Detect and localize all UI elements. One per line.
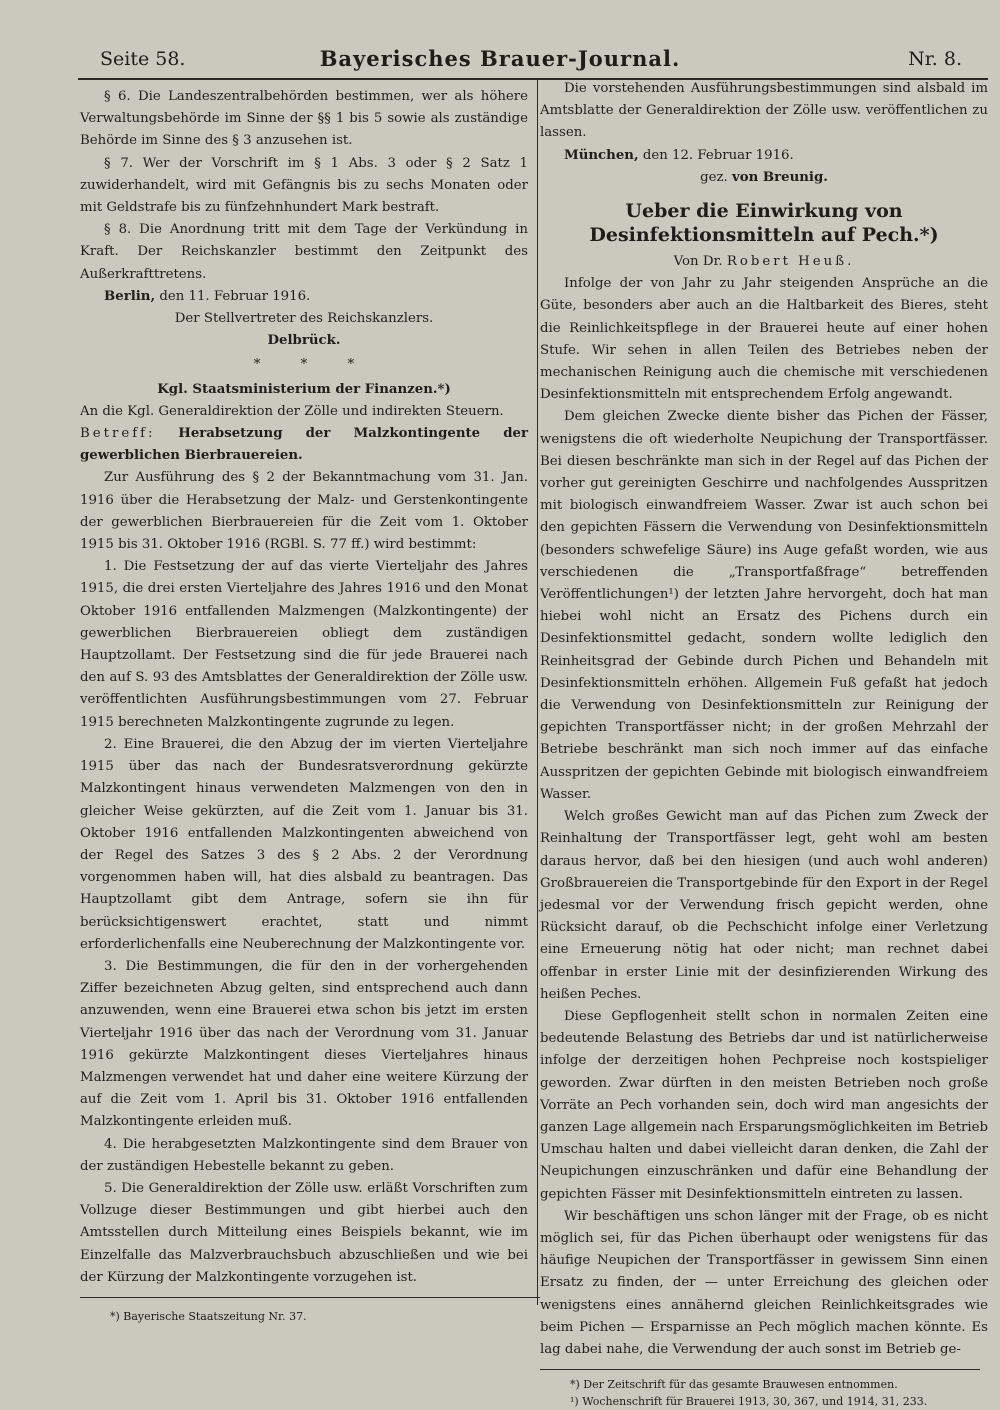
- dateline-place: München,: [564, 147, 639, 163]
- left-column: [80, 86, 528, 1325]
- dateline-muenchen: [540, 145, 988, 167]
- subject-line: [80, 423, 528, 467]
- signature-breunig: von Breunig.: [731, 169, 828, 185]
- footnote-source: *) Der Zeitschrift für das gesamte Brauwesen entnommen.: [570, 1378, 898, 1392]
- decree-intro: Zur Ausführung des § 2 der Bekanntmachung vom 31. Jan. 1916 über die Herabsetzung der Malz- und Gerstenkontingente der gewerblichen Bierbrauereien für die Zeit vom 1. Oktober 1915 bis 31. Oktober 1916 (RGBl. S. 77 ff.) wird bestimmt:: [80, 470, 528, 553]
- footnote-left: *) Bayerische Staatszeitung Nr. 37.: [110, 1309, 307, 1323]
- footnote-rule: [540, 1369, 980, 1370]
- footnote-rule: [80, 1297, 540, 1298]
- journal-title: Bayerisches Brauer-Journal.: [319, 46, 681, 71]
- column-divider: [537, 78, 538, 1305]
- article-paragraph-1: Infolge der von Jahr zu Jahr steigenden Ansprüche an die Güte, besonders aber auch an die Haltbarkeit des Bieres, steht die Reinlichkeitspflege in der Brauerei heute auf einer hohen Stufe. Wir sehen in allen Teilen des Betriebes neben der mechanischen Reinigung auch die chemische mit verschiedenen Desinfektionsmitteln mit entsprechendem Erfolg angewandt.: [540, 276, 988, 403]
- article-paragraph-2: Dem gleichen Zwecke diente bisher das Pichen der Fässer, wenigstens die oft wiederholte Neupichung der Transportfässer. Bei diesen beschränkte man sich in der Regel auf das Pichen der vorher gut gereinigten Geschirre und nachfolgendes Ausspritzen mit biologisch einwandfreiem Wasser. Zwar ist auch schon bei den gepichten Fässern die Verwendung von Desinfektionsmitteln (besonders schwefelige Säure) ins Auge gefaßt worden, wie aus verschiedenen die „Transportfaßfrage“ betreffenden Veröffentlichungen¹) der letzten Jahre hervorgeht, doch hat man hiebei wohl nicht an Ersatz des Pichens durch ein Desinfektionsmittel gedacht, sondern wollte lediglich den Reinheitsgrad der Gebinde durch Pichen und Behandeln mit Desinfektionsmitteln erhöhen. Allgemein Fuß gefaßt hat jedoch die Verwendung von Desinfektionsmitteln zur Reinigung der gepichten Transportfässer nicht; in der großen Mehrzahl der Betriebe beschränkt man sich noch immer auf das einfache Ausspritzen der gepichten Gebinde mit biologisch einwandfreiem Wasser.: [540, 409, 988, 802]
- decree-item-5: 5. Die Generaldirektion der Zölle usw. erläßt Vorschriften zum Vollzuge dieser Bestimmungen und gibt hierbei auch den Amtsstellen durch Mitteilung eines Beispiels bekannt, wie im Einzelfalle das Malzverbrauchsbuch abzuschließen und wie bei der Kürzung der Malzkontingente vorzugehen ist.: [80, 1180, 528, 1285]
- article-paragraph-3: Welch großes Gewicht man auf das Pichen zum Zweck der Reinhaltung der Transportfässer legt, geht wohl am besten daraus hervor, daß bei den hiesigen (und auch wohl anderen) Großbrauereien die Transportgebinde für den Export in der Regel jedesmal vor der Verwendung frisch gepicht werden, ohne Rücksicht darauf, ob die Pechschicht infolge einer Verletzung eine Erneuerung nötig hat oder nicht; man rechnet dabei offenbar in erster Linie mit der desinfizierenden Wirkung des heißen Peches.: [540, 809, 988, 1002]
- subject-text: Herabsetzung der Malzkontingente der gewerblichen Bierbrauereien.: [80, 426, 528, 464]
- ministry-heading: Kgl. Staatsministerium der Finanzen.*): [157, 381, 451, 397]
- addressee-line: An die Kgl. Generaldirektion der Zölle und indirekten Steuern.: [80, 403, 504, 419]
- section-separator: * * *: [253, 357, 355, 373]
- paragraph-8: § 8. Die Anordnung tritt mit dem Tage der Verkündung in Kraft. Der Reichskanzler bestimmt den Zeitpunkt des Außerkrafttretens.: [80, 222, 528, 282]
- deputy-title: Der Stellvertreter des Reichskanzlers.: [174, 311, 434, 327]
- decree-item-3: 3. Die Bestimmungen, die für den in der vorhergehenden Ziffer bezeichneten Abzug gelten, sind entsprechend auch dann anzuwenden, wenn eine Brauerei etwa schon bis jetzt im ersten Vierteljahr 1916 über das nach der Verordnung vom 31. Januar 1916 gekürzte Malzkontingent dieses Vierteljahres hinaus Malzmengen verwendet hat und daher eine weitere Kürzung der auf die Zeit vom 1. April bis 31. Oktober 1916 entfallenden Malzkontingente erleiden muß.: [80, 958, 528, 1130]
- article-paragraph-4: Diese Gepflogenheit stellt schon in normalen Zeiten eine bedeutende Belastung des Betriebs dar und ist natürlicherweise infolge der derzeitigen hohen Pechpreise noch kostspieliger geworden. Zwar dürften in den meisten Betrieben noch große Vorräte an Pech vorhanden sein, doch wird man angesichts der ganzen Lage allgemein nach Ersparungsmöglichkeiten im Betrieb Umschau halten und dabei vielleicht daran denken, die Zahl der Neupichungen einzuschränken und dafür eine Behandlung der gepichten Fässer mit Desinfektionsmitteln eintreten zu lassen.: [540, 1008, 988, 1202]
- article-title: Ueber die Einwirkung von Desinfektionsmitteln auf Pech.*): [589, 200, 939, 247]
- page-header: [0, 44, 1000, 78]
- page-number: Seite 58.: [100, 48, 186, 70]
- issue-number: Nr. 8.: [908, 48, 962, 70]
- dateline-berlin: [80, 286, 528, 308]
- decree-item-1: 1. Die Festsetzung der auf das vierte Vierteljahr des Jahres 1915, die drei ersten Vierteljahre des Jahres 1916 und den Monat Oktober 1916 entfallenden Malzmengen (Malzkontingente) der gewerblichen Bierbrauereien obliegt dem zuständigen Hauptzollamt. Der Festsetzung sind die für jede Brauerei nach den auf S. 93 des Amtsblattes der Generaldirektion der Zölle usw. veröffentlichten Ausführungsbestimmungen vom 27. Februar 1915 berechneten Malzkontingente zugrunde zu legen.: [80, 559, 528, 730]
- right-column: [540, 78, 988, 1410]
- footnote-references: ¹) Wochenschrift für Brauerei 1913, 30, 367, und 1914, 31, 233.: [570, 1395, 928, 1409]
- article-paragraph-5: Wir beschäftigen uns schon länger mit der Frage, ob es nicht möglich sei, für das Pichen überhaupt oder wenigstens für das häufige Neupichen der Transportfässer in gewissem Sinn einen Ersatz zu finden, der — unter Erreichung des gleichen oder wenigstens eines annähernd gleichen Reinlichkeitsgrades wie beim Pichen — Ersparnisse an Pech möglich machen könnte. Es lag dabei nahe, die Verwendung der auch sonst im Betrieb ge-: [540, 1208, 988, 1357]
- dateline-date: den 12. Februar 1916.: [642, 147, 794, 163]
- article-byline: [540, 251, 988, 273]
- decree-item-4: 4. Die herabgesetzten Malzkontingente sind dem Brauer von der zuständigen Hebestelle bekannt zu geben.: [80, 1136, 528, 1174]
- paragraph-7: § 7. Wer der Vorschrift im § 1 Abs. 3 oder § 2 Satz 1 zuwiderhandelt, wird mit Gefängnis bis zu sechs Monaten oder mit Geldstrafe bis zu fünfzehnhundert Mark bestraft.: [80, 155, 528, 216]
- dateline-date: den 11. Februar 1916.: [159, 288, 311, 304]
- paragraph-6: § 6. Die Landeszentralbehörden bestimmen, wer als höhere Verwaltungsbehörde im Sinne der §§ 1 bis 5 sowie als zuständige Behörde im Sinne des § 3 anzusehen ist.: [80, 89, 528, 149]
- decree-item-2: 2. Eine Brauerei, die den Abzug der im vierten Vierteljahre 1915 über das nach der Bundesratsverordnung gekürzte Malzkontingent hinaus verwendeten Malzmengen von den in gleicher Weise gekürzten, auf die Zeit vom 1. Januar bis 31. Oktober 1916 entfallenden Malzkontingenten abweichend von der Regel des Satzes 3 des § 2 Abs. 2 der Verordnung vorgenommen haben will, hat dies alsbald zu beantragen. Das Hauptzollamt gibt dem Antrage, sofern sie ihn für berücksichtigenswert erachtet, statt und nimmt erforderlichenfalls eine Neuberechnung der Malzkontingente vor.: [80, 736, 528, 952]
- subject-label: Betreff:: [80, 426, 156, 442]
- signed-label: gez.: [700, 169, 728, 185]
- closing-paragraph: Die vorstehenden Ausführungsbestimmungen sind alsbald im Amtsblatte der Generaldirektion der Zölle usw. veröffentlichen zu lassen.: [540, 81, 988, 141]
- signature-line: [540, 167, 988, 189]
- dateline-place: Berlin,: [104, 288, 156, 304]
- byline-author: Robert Heuß.: [726, 254, 855, 270]
- byline-prefix: Von Dr.: [673, 254, 723, 270]
- signature-delbrueck: Delbrück.: [267, 333, 341, 349]
